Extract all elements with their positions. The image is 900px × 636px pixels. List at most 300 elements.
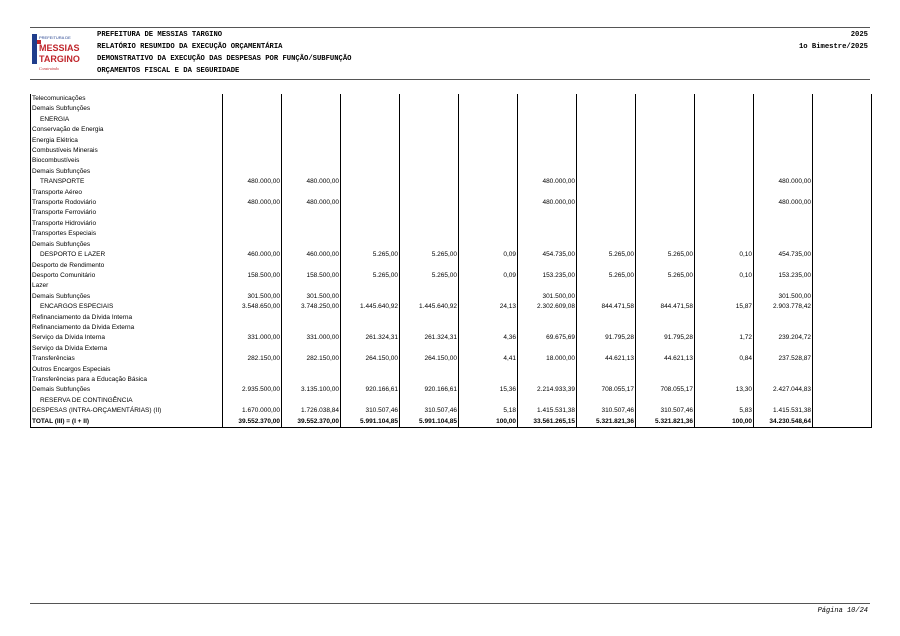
row-value — [636, 219, 695, 229]
row-value — [754, 344, 813, 354]
row-value — [400, 94, 459, 104]
row-value — [813, 313, 872, 323]
row-value — [341, 125, 400, 135]
row-value — [813, 417, 872, 428]
row-value — [518, 167, 577, 177]
row-value: 18.000,00 — [518, 354, 577, 364]
row-value — [282, 323, 341, 333]
row-value: 310.507,46 — [341, 406, 400, 416]
row-value: 1.670.000,00 — [223, 406, 282, 416]
table-row — [31, 323, 872, 333]
row-value — [577, 146, 636, 156]
row-value: 301.500,00 — [223, 292, 282, 302]
row-value: 454.735,00 — [754, 250, 813, 260]
table-row — [31, 396, 872, 406]
row-value — [223, 136, 282, 146]
row-value — [695, 261, 754, 271]
row-value: 331.000,00 — [282, 333, 341, 343]
row-value: 310.507,46 — [577, 406, 636, 416]
svg-text:Construindo: Construindo — [39, 66, 60, 71]
row-value — [459, 198, 518, 208]
row-value — [695, 94, 754, 104]
row-value — [754, 229, 813, 239]
row-value — [813, 177, 872, 187]
table-row — [31, 354, 872, 364]
row-value: 39.552.370,00 — [282, 417, 341, 428]
row-value: 261.324,31 — [341, 333, 400, 343]
row-value — [400, 344, 459, 354]
row-value — [400, 198, 459, 208]
row-label: Desporto Comunitário — [31, 271, 223, 281]
table-row — [31, 104, 872, 114]
row-label: TRANSPORTE — [31, 177, 223, 187]
row-value: 100,00 — [459, 417, 518, 428]
table-row — [31, 219, 872, 229]
row-label: ENCARGOS ESPECIAIS — [31, 302, 223, 312]
row-value — [223, 281, 282, 291]
row-value — [754, 313, 813, 323]
row-value: 33.561.265,15 — [518, 417, 577, 428]
row-value — [813, 365, 872, 375]
row-label: TOTAL (III) = (I + II) — [31, 417, 223, 428]
row-value — [577, 94, 636, 104]
row-label: Transportes Especiais — [31, 229, 223, 239]
row-value: 0,10 — [695, 271, 754, 281]
row-value — [282, 167, 341, 177]
row-value — [400, 323, 459, 333]
row-value: 91.795,28 — [577, 333, 636, 343]
row-label: Transporte Hidroviário — [31, 219, 223, 229]
row-value: 0,84 — [695, 354, 754, 364]
row-label: Demais Subfunções — [31, 385, 223, 395]
row-value: 2.903.778,42 — [754, 302, 813, 312]
row-value — [577, 188, 636, 198]
row-label: Transporte Aéreo — [31, 188, 223, 198]
row-value — [754, 125, 813, 135]
row-value — [636, 198, 695, 208]
row-value — [577, 323, 636, 333]
row-value — [223, 208, 282, 218]
row-value — [636, 125, 695, 135]
row-value — [282, 240, 341, 250]
row-value — [518, 156, 577, 166]
row-value — [813, 104, 872, 114]
table-row — [31, 136, 872, 146]
row-value — [459, 167, 518, 177]
row-value — [518, 240, 577, 250]
row-value — [341, 167, 400, 177]
report-period: 1o Bimestre/2025 — [798, 43, 868, 51]
table-row — [31, 94, 872, 104]
row-value — [400, 208, 459, 218]
row-value — [223, 167, 282, 177]
table-row — [31, 281, 872, 291]
row-value — [282, 344, 341, 354]
row-value — [459, 292, 518, 302]
row-value — [518, 229, 577, 239]
row-value — [636, 313, 695, 323]
row-value: 44.621,13 — [577, 354, 636, 364]
row-value — [695, 156, 754, 166]
row-value — [518, 344, 577, 354]
row-value — [813, 198, 872, 208]
row-value — [813, 261, 872, 271]
row-value — [282, 261, 341, 271]
row-value — [518, 375, 577, 385]
row-value — [636, 365, 695, 375]
row-label: Telecomunicações — [31, 94, 223, 104]
row-value — [636, 229, 695, 239]
row-value: 480.000,00 — [223, 198, 282, 208]
row-value — [341, 375, 400, 385]
row-value — [754, 208, 813, 218]
row-value — [459, 365, 518, 375]
table-row — [31, 333, 872, 343]
row-value — [695, 125, 754, 135]
row-value — [400, 104, 459, 114]
row-value — [695, 136, 754, 146]
row-value — [341, 396, 400, 406]
row-value — [813, 125, 872, 135]
row-value: 5,83 — [695, 406, 754, 416]
row-value: 5.321.821,36 — [636, 417, 695, 428]
table-row — [31, 156, 872, 166]
row-value — [341, 292, 400, 302]
row-value — [223, 261, 282, 271]
row-value — [282, 313, 341, 323]
row-value — [400, 136, 459, 146]
row-value — [813, 250, 872, 260]
row-value — [341, 313, 400, 323]
row-value — [223, 104, 282, 114]
row-value — [813, 323, 872, 333]
row-value — [754, 156, 813, 166]
row-value: 3.548.650,00 — [223, 302, 282, 312]
row-value — [695, 365, 754, 375]
row-value — [636, 240, 695, 250]
row-value — [577, 198, 636, 208]
row-value: 91.795,28 — [636, 333, 695, 343]
row-value — [518, 136, 577, 146]
row-value — [813, 281, 872, 291]
row-value: 5.265,00 — [577, 250, 636, 260]
row-value — [754, 146, 813, 156]
row-value — [459, 115, 518, 125]
row-value: 480.000,00 — [518, 198, 577, 208]
row-value — [400, 365, 459, 375]
row-value — [754, 375, 813, 385]
row-value — [282, 136, 341, 146]
table-row — [31, 240, 872, 250]
row-value: 5.991.104,85 — [341, 417, 400, 428]
row-value — [695, 167, 754, 177]
row-value — [282, 104, 341, 114]
row-value — [695, 396, 754, 406]
table-row — [31, 167, 872, 177]
row-label: Conservação de Energia — [31, 125, 223, 135]
row-value — [459, 208, 518, 218]
row-label: Demais Subfunções — [31, 292, 223, 302]
row-value — [636, 261, 695, 271]
row-value — [636, 146, 695, 156]
row-value — [813, 136, 872, 146]
row-value: 0,10 — [695, 250, 754, 260]
row-value — [223, 313, 282, 323]
row-value — [636, 292, 695, 302]
row-label: Demais Subfunções — [31, 240, 223, 250]
row-value — [754, 188, 813, 198]
row-value — [636, 177, 695, 187]
row-value — [577, 396, 636, 406]
row-value — [223, 156, 282, 166]
expense-table — [30, 94, 872, 428]
row-value — [400, 396, 459, 406]
row-value — [695, 104, 754, 114]
row-value — [223, 365, 282, 375]
row-value: 264.150,00 — [400, 354, 459, 364]
row-value — [459, 344, 518, 354]
row-value — [636, 375, 695, 385]
row-value — [518, 188, 577, 198]
row-label: Biocombustíveis — [31, 156, 223, 166]
row-value — [577, 229, 636, 239]
row-value — [341, 177, 400, 187]
svg-text:TARGINO: TARGINO — [39, 54, 80, 64]
row-value — [636, 208, 695, 218]
report-scope: ORÇAMENTOS FISCAL E DA SEGURIDADE — [97, 67, 240, 75]
row-value — [695, 344, 754, 354]
row-value — [695, 146, 754, 156]
row-value — [754, 115, 813, 125]
row-value: 282.150,00 — [223, 354, 282, 364]
row-value — [459, 156, 518, 166]
row-value: 69.675,69 — [518, 333, 577, 343]
table-row — [31, 406, 872, 416]
row-value: 237.528,87 — [754, 354, 813, 364]
row-value — [459, 313, 518, 323]
row-value — [577, 344, 636, 354]
row-value — [223, 344, 282, 354]
page-number: Página 10/24 — [817, 607, 868, 615]
row-value — [400, 313, 459, 323]
row-value: 153.235,00 — [518, 271, 577, 281]
row-value — [813, 219, 872, 229]
row-value — [754, 104, 813, 114]
row-value — [400, 261, 459, 271]
row-value: 4,41 — [459, 354, 518, 364]
row-value — [577, 125, 636, 135]
row-label: ENERGIA — [31, 115, 223, 125]
row-value: 158.500,00 — [282, 271, 341, 281]
row-value — [577, 365, 636, 375]
row-value — [223, 240, 282, 250]
row-value: 844.471,58 — [577, 302, 636, 312]
row-value: 5.265,00 — [636, 250, 695, 260]
row-value — [754, 365, 813, 375]
row-value — [341, 104, 400, 114]
row-value — [459, 219, 518, 229]
row-value — [518, 219, 577, 229]
row-value — [282, 208, 341, 218]
row-value: 5.265,00 — [577, 271, 636, 281]
row-value — [341, 94, 400, 104]
row-value — [695, 188, 754, 198]
table-row — [31, 208, 872, 218]
row-value: 1.726.038,84 — [282, 406, 341, 416]
row-label: Refinanciamento da Dívida Interna — [31, 313, 223, 323]
row-value — [813, 292, 872, 302]
row-value — [282, 115, 341, 125]
row-value — [400, 292, 459, 302]
row-label: DESPESAS (INTRA-ORÇAMENTÁRIAS) (II) — [31, 406, 223, 416]
row-value: 44.621,13 — [636, 354, 695, 364]
row-value — [341, 146, 400, 156]
row-value — [223, 94, 282, 104]
row-value: 5.991.104,85 — [400, 417, 459, 428]
table-row — [31, 365, 872, 375]
row-value: 460.000,00 — [282, 250, 341, 260]
row-label: Demais Subfunções — [31, 104, 223, 114]
row-label: RESERVA DE CONTINGÊNCIA — [31, 396, 223, 406]
row-value — [518, 313, 577, 323]
row-value: 15,87 — [695, 302, 754, 312]
row-value — [400, 240, 459, 250]
row-label: Serviço da Dívida Interna — [31, 333, 223, 343]
row-value — [577, 136, 636, 146]
row-value: 3.135.100,00 — [282, 385, 341, 395]
row-value — [577, 219, 636, 229]
row-value — [577, 261, 636, 271]
row-value — [282, 156, 341, 166]
row-value — [813, 333, 872, 343]
row-value — [282, 229, 341, 239]
row-value — [813, 271, 872, 281]
row-value — [695, 177, 754, 187]
row-value — [577, 156, 636, 166]
row-value — [341, 281, 400, 291]
row-value — [636, 136, 695, 146]
table-row — [31, 250, 872, 260]
row-value — [400, 219, 459, 229]
row-value: 5.265,00 — [341, 250, 400, 260]
municipality-logo — [30, 32, 80, 74]
footer-rule — [30, 603, 870, 604]
table-row — [31, 146, 872, 156]
row-value — [695, 375, 754, 385]
row-value — [813, 167, 872, 177]
row-value: 480.000,00 — [282, 198, 341, 208]
row-label: Transporte Rodoviário — [31, 198, 223, 208]
row-value: 480.000,00 — [754, 177, 813, 187]
row-value — [636, 323, 695, 333]
row-value — [282, 94, 341, 104]
row-value — [459, 136, 518, 146]
row-value — [223, 219, 282, 229]
row-value — [459, 104, 518, 114]
row-value — [282, 396, 341, 406]
row-value: 5.265,00 — [400, 271, 459, 281]
row-value — [518, 115, 577, 125]
row-value: 158.500,00 — [223, 271, 282, 281]
row-value — [518, 396, 577, 406]
row-value — [695, 229, 754, 239]
row-value — [341, 115, 400, 125]
row-value — [754, 261, 813, 271]
row-value — [400, 281, 459, 291]
table-row — [31, 375, 872, 385]
row-label: Transferências para a Educação Básica — [31, 375, 223, 385]
row-value: 460.000,00 — [223, 250, 282, 260]
row-value — [341, 344, 400, 354]
row-value — [223, 323, 282, 333]
row-value: 310.507,46 — [400, 406, 459, 416]
row-value — [459, 177, 518, 187]
report-subtitle: DEMONSTRATIVO DA EXECUÇÃO DAS DESPESAS POR FUNÇÃO/SUBFUNÇÃO — [97, 55, 352, 63]
row-value: 480.000,00 — [518, 177, 577, 187]
row-value — [282, 281, 341, 291]
row-value — [459, 323, 518, 333]
row-value: 5.265,00 — [341, 271, 400, 281]
table-row — [31, 115, 872, 125]
row-value: 5.321.821,36 — [577, 417, 636, 428]
row-value — [813, 115, 872, 125]
row-value — [754, 396, 813, 406]
row-value — [518, 146, 577, 156]
row-label: Combustíveis Minerais — [31, 146, 223, 156]
table-row — [31, 261, 872, 271]
table-row — [31, 385, 872, 395]
row-value: 1.445.640,92 — [400, 302, 459, 312]
row-value — [400, 229, 459, 239]
row-value: 2.302.609,08 — [518, 302, 577, 312]
row-value: 5,18 — [459, 406, 518, 416]
row-value: 4,36 — [459, 333, 518, 343]
row-label: Desporto de Rendimento — [31, 261, 223, 271]
row-value — [813, 146, 872, 156]
row-value — [754, 323, 813, 333]
row-value: 920.166,61 — [400, 385, 459, 395]
row-value — [341, 198, 400, 208]
row-value — [282, 375, 341, 385]
row-value — [400, 188, 459, 198]
row-value — [459, 229, 518, 239]
row-value: 0,09 — [459, 271, 518, 281]
row-value: 2.214.933,39 — [518, 385, 577, 395]
row-value — [636, 281, 695, 291]
row-label: Outros Encargos Especiais — [31, 365, 223, 375]
row-value: 301.500,00 — [754, 292, 813, 302]
row-value — [518, 323, 577, 333]
row-value — [636, 156, 695, 166]
header-top-rule — [30, 27, 870, 28]
row-value: 301.500,00 — [282, 292, 341, 302]
row-value — [813, 94, 872, 104]
row-value — [577, 104, 636, 114]
row-value: 708.055,17 — [577, 385, 636, 395]
row-value: 3.748.250,00 — [282, 302, 341, 312]
row-value — [341, 365, 400, 375]
total-row — [31, 417, 872, 428]
svg-text:MESSIAS: MESSIAS — [39, 43, 80, 53]
row-value: 480.000,00 — [754, 198, 813, 208]
row-value — [636, 94, 695, 104]
row-value — [813, 156, 872, 166]
row-value — [400, 115, 459, 125]
row-value — [459, 396, 518, 406]
row-value — [518, 365, 577, 375]
row-value — [341, 219, 400, 229]
table-row — [31, 177, 872, 187]
